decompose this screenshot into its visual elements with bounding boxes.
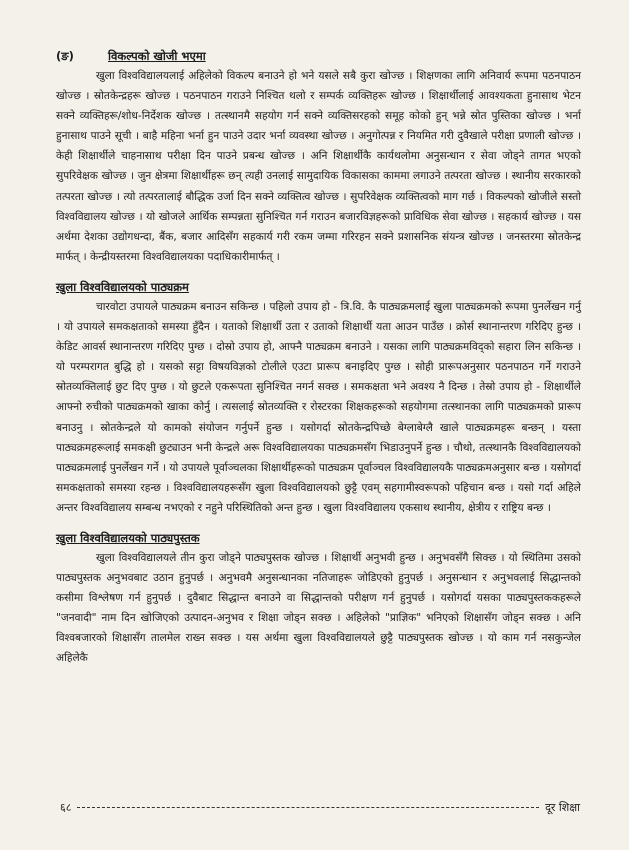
- publication-name: दूर शिक्षा: [545, 801, 580, 814]
- document-page: [56, 48, 581, 681]
- page-number: ६८: [60, 801, 72, 814]
- section-alternative-search: [56, 48, 581, 267]
- section-curriculum: [56, 279, 581, 518]
- section-title: खुला विश्वविद्यालयको पाठ्यक्रम: [56, 279, 189, 294]
- section-paragraph: खुला विश्वविद्यालयले तीन कुरा जोड्ने पाठ्यपुस्तक खोज्छ । शिक्षार्थी अनुभवी हुन्छ । अनुभवसँगै सिक्छ । यो स्थितिमा उसको पाठ्यपुस्तक अनुभवबाट उठान हुनुपर्छ । अनुभवमै अनुसन्धानका नतिजाहरू जोडिएको हुनुपर्छ । अनुसन्धान र अनुभवलाई सिद्धान्तको कसीमा विश्लेषण गर्न हुनुपर्छ । दुवैबाट सिद्धान्त बनाउने वा सिद्धान्तको परीक्षण गर्न हुनुपर्छ । यसोगर्दा यसका पाठ्यपुस्तककहरूले "जनवादी" नाम दिन खोजिएको उत्पादन-अनुभव र शिक्षा जोड्न सक्छ । अहिलेको "प्राज्ञिक" भनिएको शिक्षासँग जोड्न सक्छ । अनि विश्वबजारको शिक्षासँग तालमेल राख्न सक्छ । यस अर्थमा खुला विश्वविद्यालयले छुट्टै पाठ्यपुस्तक खोज्छ । यो काम गर्न नसकुन्जेल अहिलेकै: [56, 551, 581, 665]
- section-title: खुला विश्वविद्यालयको पाठ्यपुस्तक: [56, 530, 200, 545]
- footer-divider: [77, 807, 539, 808]
- section-textbook: [56, 530, 581, 669]
- section-paragraph: खुला विश्वविद्यालयलाई अहिलेको विकल्प बनाउने हो भने यसले सबै कुरा खोज्छ । शिक्षणका लागि अनिवार्य रूपमा पठनपाठन खोज्छ । स्रोतकेन्द्रहरू खोज्छ । पठनपाठन गराउने निश्चित थलो र सम्पर्क व्यक्तिहरू खोज्छ । शिक्षार्थीलाई आवश्यकता हुनासाथ भेटन सक्ने व्यक्तिहरू/शोध-निर्देशक खोज्छ । तत्स्थानमै सहयोग गर्न सक्ने व्यक्तिसरहको समूह कोको हुन् भन्ने स्रोत पुस्तिका खोज्छ । भर्ना हुनासाथ पाउने सूची । बाहै महिना भर्ना हुन पाउने उदार भर्ना व्यवस्था खोज्छ । अनुगोत्पन्न र नियमित गरी दुवैखाले परीक्षा प्रणाली खोज्छ । केही शिक्षार्थीले चाहनासाथ परीक्षा दिन पाउने प्रबन्ध खोज्छ । अनि शिक्षार्थीकै कार्यथलोमा अनुसन्धान र सेवा जोड्ने तागत भएको सुपरिवेक्षक खोज्छ । जुन क्षेत्रमा शिक्षार्थीहरू छन् त्यही उनलाई सामुदायिक विकासका काममा लगाउने तत्परता खोज्छ । स्थानीय सरकारको तत्परता खोज्छ । त्यो तत्परतालाई बौद्धिक उर्जा दिन सक्ने व्यक्तित्व खोज्छ । सुपरिवेक्षक व्यक्तित्वको माग गर्छ । विकल्पको खोजीले सस्तो विश्वविद्यालय खोज्छ । यो खोजले आर्थिक सम्पन्नता सुनिश्चित गर्न गराउन बजारविज्ञहरूको प्राविधिक सेवा खोज्छ । सहकार्य खोज्छ । यस अर्थमा देशका उद्योगधन्दा, बैंक, बजार आदिसँग सहकार्य गरी रकम जम्मा गरिरहन सक्ने प्रशासनिक संयन्त्र खोज्छ । जनस्तरमा स्रोतकेन्द्र मार्फत् । केन्द्रीयस्तरमा विश्वविद्यालयका पदाधिकारीमार्फत् ।: [56, 70, 581, 263]
- section-heading: [56, 48, 581, 64]
- page-footer: [60, 800, 580, 815]
- section-paragraph: चारवोटा उपायले पाठ्यक्रम बनाउन सकिन्छ । पहिलो उपाय हो - त्रि.वि. कै पाठ्यक्रमलाई खुला पाठ्यक्रमको रूपमा पुनर्लेखन गर्नु । यो उपायले समकक्षताको समस्या हुँदैन । यताको शिक्षार्थी उता र उताको शिक्षार्थी यता आउन पाउँछ । क्रोर्स स्थानान्तरण गरिदिए हुन्छ । केडिट आवर्स स्थानान्तरण गरिदिए पुग्छ । दोस्रो उपाय हो, आफ्नै पाठ्यक्रम बनाउने । यसका लागि पाठ्यक्रमविद्को सहारा लिन सकिन्छ । यो परम्परागत बुद्धि हो । यसको सट्टा विषयविज्ञको टोलीले एउटा प्रारूप बनाइदिए पुग्छ । सोही प्रारूपअनुसार पठनपाठन गर्ने गराउने स्रोतव्यक्तिलाई छुट दिए पुग्छ । यो छुटले एकरूपता सुनिश्चित नगर्न सक्छ । समकक्षता भने अवश्य नै दिन्छ । तेस्रो उपाय हो - शिक्षार्थीले आफ्नो रुचीको पाठ्यक्रमको खाका कोर्नु । त्यसलाई स्रोतव्यक्ति र रोस्टरका शिक्षकहरूको सहयोगमा तत्स्थानका लागि पाठ्यक्रमको प्रारूप बनाउनु । स्रोतकेन्द्रले यो कामको संयोजन गर्नुपर्ने हुन्छ । यसोगर्दा स्रोतकेन्द्रपिच्छे बेग्लाबेग्लै खाले पाठ्यक्रमहरू बन्छन् । यस्ता पाठ्यक्रमहरूलाई समकक्षी छुट्याउन भनी केन्द्रले अरू विश्वविद्यालयका पाठ्यक्रमसँग भिडाउनुपर्ने हुन्छ । चौथो, तत्स्थानकै विश्वविद्यालयको पाठ्यक्रमलाई पुनर्लेखन गर्ने । यो उपायले पूर्वाञ्चलका शिक्षार्थीहरूको पाठ्यक्रम पूर्वाञ्चल विश्वविद्यालयकै पाठ्यक्रमअनुसार बन्छ । यसोगर्दा समकक्षताको समस्या रहन्छ । विश्वविद्यालयहरूसँग खुला विश्वविद्यालयको छुट्टै एवम् सहगामीस्वरूपको पहिचान बन्छ । यसो गर्दा अहिले अन्तर विश्वविद्यालय सम्बन्ध नभएको र नहुने परिस्थितिको अन्त हुन्छ । खुला विश्वविद्यालय एकसाथ स्थानीय, क्षेत्रीय र राष्ट्रिय बन्छ ।: [56, 300, 581, 514]
- section-marker: (ङ): [56, 49, 74, 63]
- section-title: विकल्पको खोजी भएमा: [108, 49, 206, 63]
